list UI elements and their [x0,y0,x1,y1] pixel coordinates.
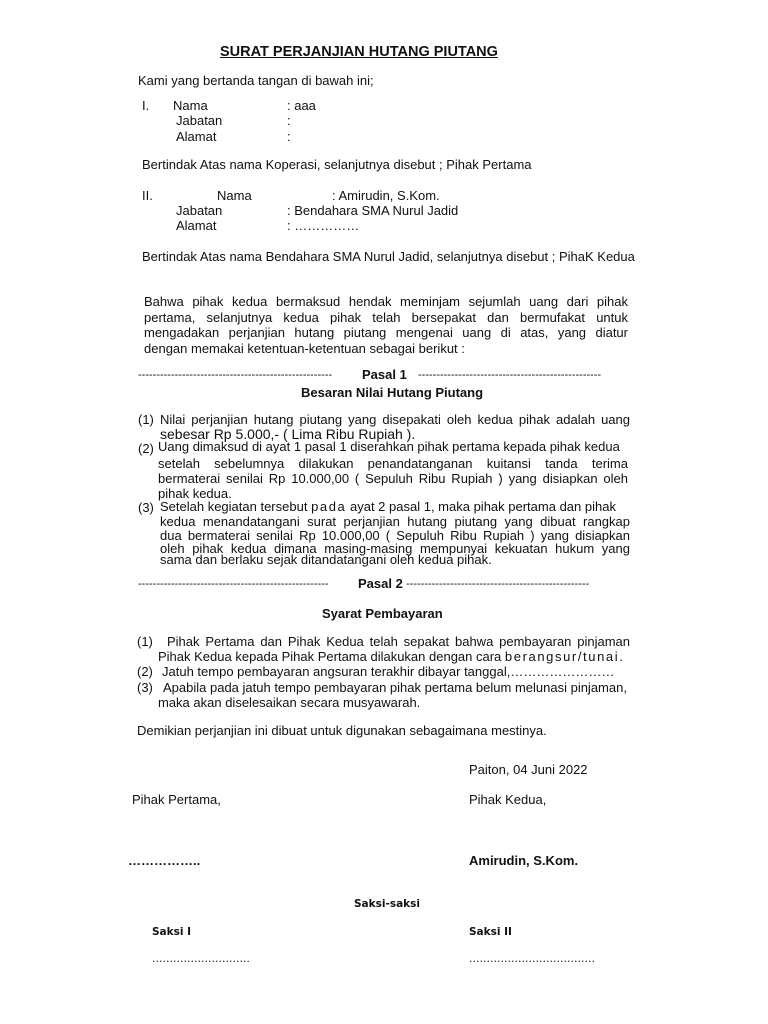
preamble-line: dengan memakai ketentuan-ketentuan sebagai berikut : [144,341,465,356]
party-one-alamat-value: : [287,129,291,144]
pasal-one-item-number: (3) [138,500,154,515]
party-one-number: I. [142,98,150,113]
party-two-number: II. [142,188,153,203]
pasal-two-item-text: Apabila pada jatuh tempo pembayaran pihak pertama belum melunasi pinjaman, [163,680,627,695]
pasal-one-heading: Besaran Nilai Hutang Piutang [301,385,484,400]
pasal-one-label: Pasal 1 [362,367,407,382]
pasal-one-item-text: Setelah kegiatan tersebut pada ayat 2 pasal 1, maka pihak pertama dan pihak [160,499,616,514]
party-two-statement: Bertindak Atas nama Bendahara SMA Nurul Jadid, selanjutnya disebut ; PihaK Kedua [142,249,635,264]
pasal-one-item-text: pihak kedua. [158,486,232,501]
pasal-one-dashes-left: ----------------------------------------------------- [138,369,333,381]
pasal-two-dashes-right: -------------------------------------------------- [406,578,590,590]
pasal-one-item-text: sama dan berlaku sejak ditandatangani oleh kedua pihak. [160,552,492,567]
witness-two-label: Saksi II [469,926,512,938]
pasal-two-heading: Syarat Pembayaran [322,606,443,621]
party-two-signature-name: Amirudin, S.Kom. [469,853,579,868]
pasal-one-item-text: Nilai perjanjian hutang piutang yang disepakati oleh kedua pihak adalah uang [160,412,630,427]
pasal-two-item-text: maka akan diselesaikan secara musyawarah. [158,695,421,710]
pasal-two-dashes-left: ---------------------------------------------------- [138,578,329,590]
pasal-two-label: Pasal 2 [358,576,403,591]
party-two-name-label: Nama [217,188,252,203]
party-one-jabatan-value: : [287,113,291,128]
closing-statement: Demikian perjanjian ini dibuat untuk digunakan sebagaimana mestinya. [137,723,547,738]
preamble-line: Bahwa pihak kedua bermaksud hendak meminjam sejumlah uang dari pihak [144,294,628,309]
party-one-statement: Bertindak Atas nama Koperasi, selanjutnya disebut ; Pihak Pertama [142,157,532,172]
witness-one-signature-line: ………………………. [152,953,250,965]
document-title: SURAT PERJANJIAN HUTANG PIUTANG [220,44,498,60]
place-date: Paiton, 04 Juni 2022 [469,762,588,777]
witness-two-signature-line: ……………………………… [469,953,595,965]
pasal-one-item-text: kedua menandatangani surat perjanjian hutang piutang yang dibuat rangkap [160,514,630,529]
party-two-alamat-label: Alamat [176,218,217,233]
pasal-two-item-number: (3) [137,680,153,695]
pasal-one-item-number: (2) [138,441,154,456]
party-two-alamat-value: : …………… [287,218,360,233]
party-one-name-label: Nama [173,98,208,113]
pasal-one-item-text: Uang dimaksud di ayat 1 pasal 1 diserahkan pihak pertama kepada pihak kedua [158,439,620,454]
witness-heading: Saksi-saksi [354,898,421,910]
party-one-signature-label: Pihak Pertama, [132,792,221,807]
intro-text: Kami yang bertanda tangan di bawah ini; [138,73,374,88]
party-two-jabatan-value: : Bendahara SMA Nurul Jadid [287,203,459,218]
pasal-one-item-text: oleh pihak kedua dimana masing-masing mempunyai kekuatan hukum yang [160,541,630,556]
witness-one-label: Saksi I [152,926,192,938]
pasal-two-item-number: (2) [137,664,153,679]
preamble-line: pertama, selanjutnya kedua pihak telah bersepakat dan bermufakat untuk [144,310,628,325]
party-two-jabatan-label: Jabatan [176,203,223,218]
party-one-alamat-label: Alamat [176,129,217,144]
party-one-jabatan-label: Jabatan [176,113,223,128]
pasal-one-item-number: (1) [138,412,154,427]
preamble-line: mengadakan perjanjian hutang piutang mengenai uang di atas, yang diatur [144,325,628,340]
pasal-two-item-text: Pihak Pertama dan Pihak Kedua telah sepakat bahwa pembayaran pinjaman [167,634,630,649]
party-two-signature-label: Pihak Kedua, [469,792,547,807]
party-two-name-value: : Amirudin, S.Kom. [332,188,440,203]
pasal-one-item-text: bermaterai senilai Rp 10.000,00 ( Sepuluh Ribu Rupiah ) yang disiapkan oleh [158,471,628,486]
pasal-one-item-text: sebesar Rp 5.000,- ( Lima Ribu Rupiah ). [160,426,416,442]
pasal-one-item-text: dua bermaterai senilai Rp 10.000,00 ( Sepuluh Ribu Rupiah ) yang disiapkan [160,528,630,543]
pasal-two-item-text: Pihak Kedua kepada Pihak Pertama dilakukan dengan cara berangsur/tunai. [158,649,625,664]
pasal-two-item-text: Jatuh tempo pembayaran angsuran terakhir dibayar tanggal,…………………… [162,664,615,679]
pasal-one-item-text: setelah sebelumnya dilakukan penandatanganan kuitansi tanda terima [158,456,628,471]
party-one-signature-name: …………….. [128,853,201,868]
party-one-name-value: : aaa [287,98,316,113]
pasal-two-item-number: (1) [137,634,153,649]
pasal-one-dashes-right: -------------------------------------------------- [418,369,602,381]
